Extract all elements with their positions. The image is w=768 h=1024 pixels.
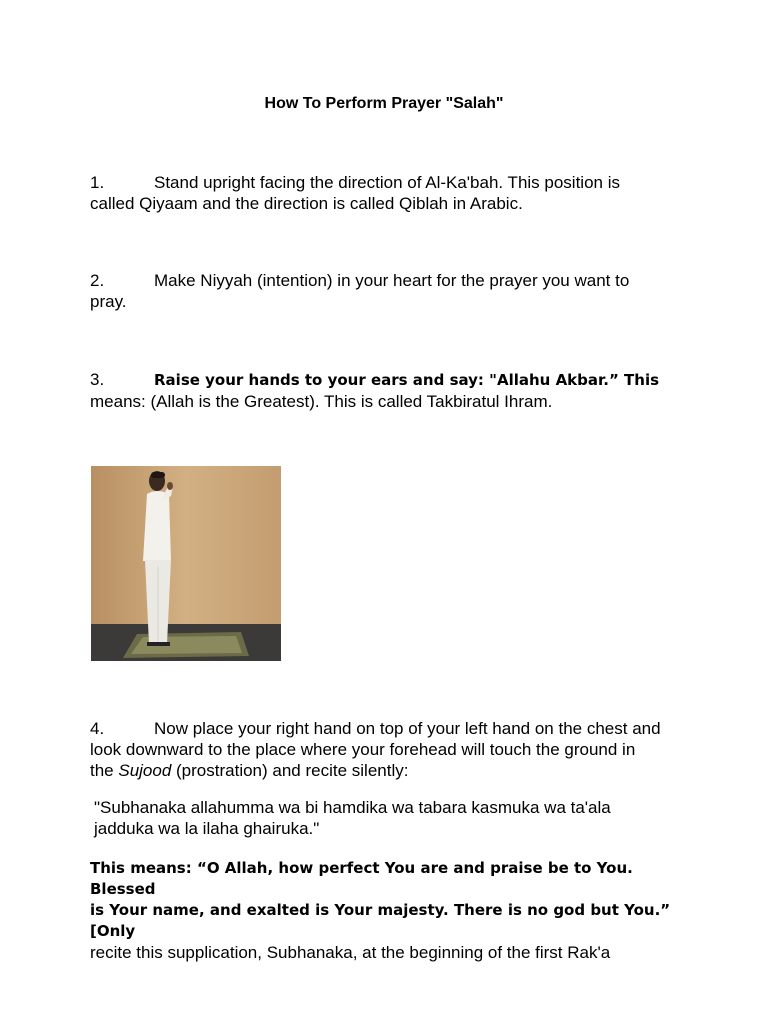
step-text-cont: pray. — [90, 292, 127, 311]
step-text-cont: the — [90, 761, 119, 780]
step-1 — [90, 172, 690, 214]
qiyaam-photo — [91, 466, 281, 661]
recitation-line: jadduka wa la ilaha ghairuka." — [94, 819, 320, 838]
step-text: Raise your hands to your ears and say: "Allahu Akbar.” This — [154, 371, 660, 389]
step-text-cont: means: (Allah is the Greatest). This is called Takbiratul Ihram. — [90, 392, 553, 411]
step-number: 3. — [90, 370, 105, 389]
step-number: 1. — [90, 173, 105, 192]
recitation — [94, 797, 694, 839]
standing-person-image — [91, 466, 281, 661]
meaning-line: recite this supplication, Subhanaka, at the beginning of the first Rak'a — [90, 943, 611, 962]
meaning-line: is Your name, and exalted is Your majesty. There is no god but You.” [Only — [90, 901, 671, 940]
step-text: Stand upright facing the direction of Al-Ka'bah. This position is — [154, 173, 620, 192]
step-text-cont: look downward to the place where your forehead will touch the ground in — [90, 740, 636, 759]
step-text-cont: called Qiyaam and the direction is called Qiblah in Arabic. — [90, 194, 523, 213]
recitation-line: "Subhanaka allahumma wa bi hamdika wa tabara kasmuka wa ta'ala — [94, 798, 611, 817]
step-3 — [90, 369, 690, 412]
meaning-line: This means: “O Allah, how perfect You are and praise be to You. Blessed — [90, 859, 633, 898]
meaning — [90, 858, 700, 963]
step-4 — [90, 718, 700, 781]
step-number: 2. — [90, 271, 105, 290]
step-text: Now place your right hand on top of your left hand on the chest and — [154, 719, 661, 738]
step-text: Make Niyyah (intention) in your heart for the prayer you want to — [154, 271, 630, 290]
step-text-cont: (prostration) and recite silently: — [171, 761, 409, 780]
step-2 — [90, 270, 690, 312]
document-title: How To Perform Prayer "Salah" — [264, 95, 504, 112]
sujood-term: Sujood — [118, 761, 172, 780]
step-number: 4. — [90, 719, 105, 738]
